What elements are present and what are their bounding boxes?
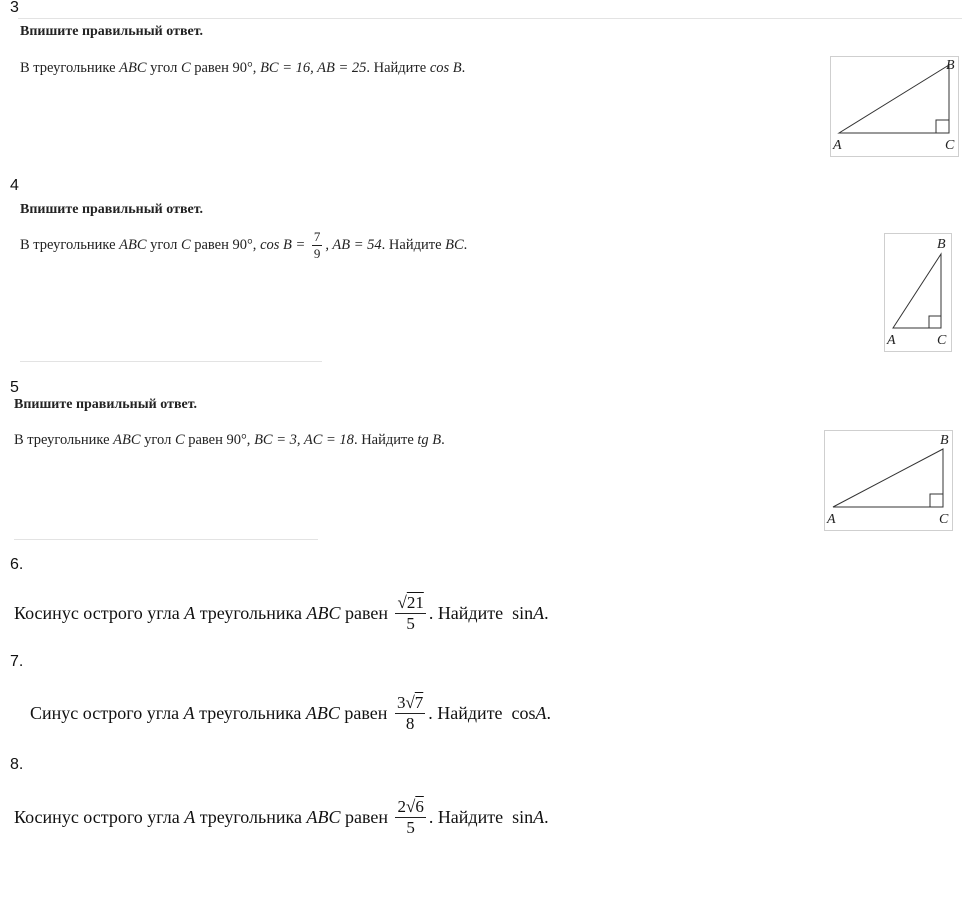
- triangle-name: ABC: [306, 602, 341, 623]
- find-target: A: [533, 602, 545, 623]
- task-4-triangle-figure: [884, 233, 952, 352]
- statement-text: Синус острого угла: [30, 702, 184, 723]
- radicand: 7: [414, 692, 424, 712]
- vertex-a-label: A: [827, 512, 836, 527]
- task-3-instruction: Впишите правильный ответ.: [20, 24, 204, 39]
- statement-text: треугольника: [195, 806, 307, 827]
- statement-text: равен 90°,: [190, 236, 261, 253]
- given-values: , AB = 54: [325, 236, 382, 253]
- fraction-denominator: 9: [313, 245, 321, 261]
- triangle-name: ABC: [306, 806, 341, 827]
- fraction: [395, 594, 425, 633]
- vertex-b-label: B: [940, 433, 949, 448]
- statement-text: равен 90°,: [184, 432, 255, 448]
- task-7-number: 7.: [10, 653, 24, 670]
- triangle-name: ABC: [305, 702, 340, 723]
- triangle-name: ABC: [113, 432, 141, 448]
- triangle-name: ABC: [119, 236, 147, 253]
- angle-name: A: [184, 602, 196, 623]
- task-5-triangle-figure: [824, 430, 953, 531]
- fraction-numerator: 3√7: [396, 692, 424, 712]
- task-8-number: 8.: [10, 756, 24, 773]
- find-target: cos B: [429, 60, 462, 76]
- divider: [14, 539, 318, 540]
- task-4-instruction: Впишите правильный ответ.: [20, 202, 204, 217]
- task-8-statement: [14, 792, 549, 842]
- numerator-coefficient: 3: [396, 692, 406, 712]
- numerator-coefficient: 2: [397, 796, 406, 816]
- task-5-statement: [14, 432, 445, 449]
- task-7-statement: [30, 688, 551, 738]
- statement-text: угол: [146, 236, 181, 253]
- fraction: [395, 798, 425, 837]
- find-target: BC: [445, 236, 464, 253]
- statement-text: равен: [340, 806, 393, 827]
- fraction-numerator: 2√6: [397, 796, 424, 816]
- vertex-a-label: A: [887, 333, 896, 348]
- statement-text: равен: [340, 602, 393, 623]
- divider: [18, 18, 962, 19]
- statement-text: . Найдите: [353, 432, 418, 448]
- statement-text: Косинус острого угла: [14, 602, 185, 623]
- find-target: tg B: [417, 432, 442, 448]
- vertex-b-label: B: [946, 58, 955, 73]
- fraction: [395, 694, 425, 733]
- angle-name: C: [180, 236, 191, 253]
- task-5-instruction: Впишите правильный ответ.: [14, 397, 198, 412]
- cos-label: cos B =: [260, 236, 309, 253]
- task-4-statement: [20, 230, 467, 260]
- task-3-number: 3: [10, 0, 19, 16]
- angle-name: C: [174, 432, 185, 448]
- angle-name: A: [183, 702, 195, 723]
- task-4-number: 4: [10, 177, 19, 194]
- statement-text: . Найдите: [381, 236, 446, 253]
- vertex-b-label: B: [937, 237, 946, 252]
- task-5-number: 5: [10, 379, 19, 396]
- statement-text: В треугольнике: [20, 236, 120, 253]
- vertex-c-label: C: [937, 333, 947, 348]
- statement-text: . Найдите: [366, 60, 430, 76]
- statement-end: .: [544, 602, 549, 623]
- angle-name: C: [180, 60, 191, 76]
- find-target: A: [535, 702, 547, 723]
- statement-text: . Найдите sin: [428, 602, 534, 623]
- radicand: 21: [406, 592, 424, 612]
- task-3-statement: [20, 60, 465, 77]
- fraction: [312, 230, 323, 260]
- statement-text: угол: [146, 60, 181, 76]
- task-6-statement: [14, 588, 549, 638]
- statement-text: треугольника: [194, 702, 306, 723]
- fraction-numerator: 7: [313, 229, 321, 244]
- fraction-numerator: √21: [397, 592, 424, 612]
- given-values: BC = 3, AC = 18: [254, 432, 354, 448]
- fraction-denominator: 5: [406, 817, 415, 837]
- statement-text: угол: [140, 432, 175, 448]
- triangle-name: ABC: [119, 60, 147, 76]
- divider: [20, 361, 322, 362]
- find-target: A: [533, 806, 545, 827]
- vertex-a-label: A: [833, 138, 842, 153]
- statement-text: Косинус острого угла: [14, 806, 185, 827]
- statement-text: В треугольнике: [14, 432, 114, 448]
- statement-text: В треугольнике: [20, 60, 120, 76]
- statement-end: .: [544, 806, 549, 827]
- statement-text: равен 90°,: [190, 60, 261, 76]
- statement-text: треугольника: [195, 602, 307, 623]
- statement-end: .: [463, 236, 468, 253]
- statement-text: . Найдите cos: [428, 702, 536, 723]
- vertex-c-label: C: [945, 138, 955, 153]
- statement-end: .: [461, 60, 466, 76]
- vertex-c-label: C: [939, 512, 949, 527]
- statement-text: . Найдите sin: [428, 806, 534, 827]
- task-6-number: 6.: [10, 556, 24, 573]
- given-values: BC = 16, AB = 25: [260, 60, 367, 76]
- fraction-denominator: 5: [406, 613, 415, 633]
- statement-end: .: [441, 432, 445, 448]
- task-3-triangle-figure: [830, 56, 959, 157]
- radicand: 6: [415, 796, 424, 816]
- statement-end: .: [546, 702, 552, 723]
- statement-text: равен: [339, 702, 392, 723]
- fraction-denominator: 8: [405, 713, 415, 733]
- angle-name: A: [184, 806, 196, 827]
